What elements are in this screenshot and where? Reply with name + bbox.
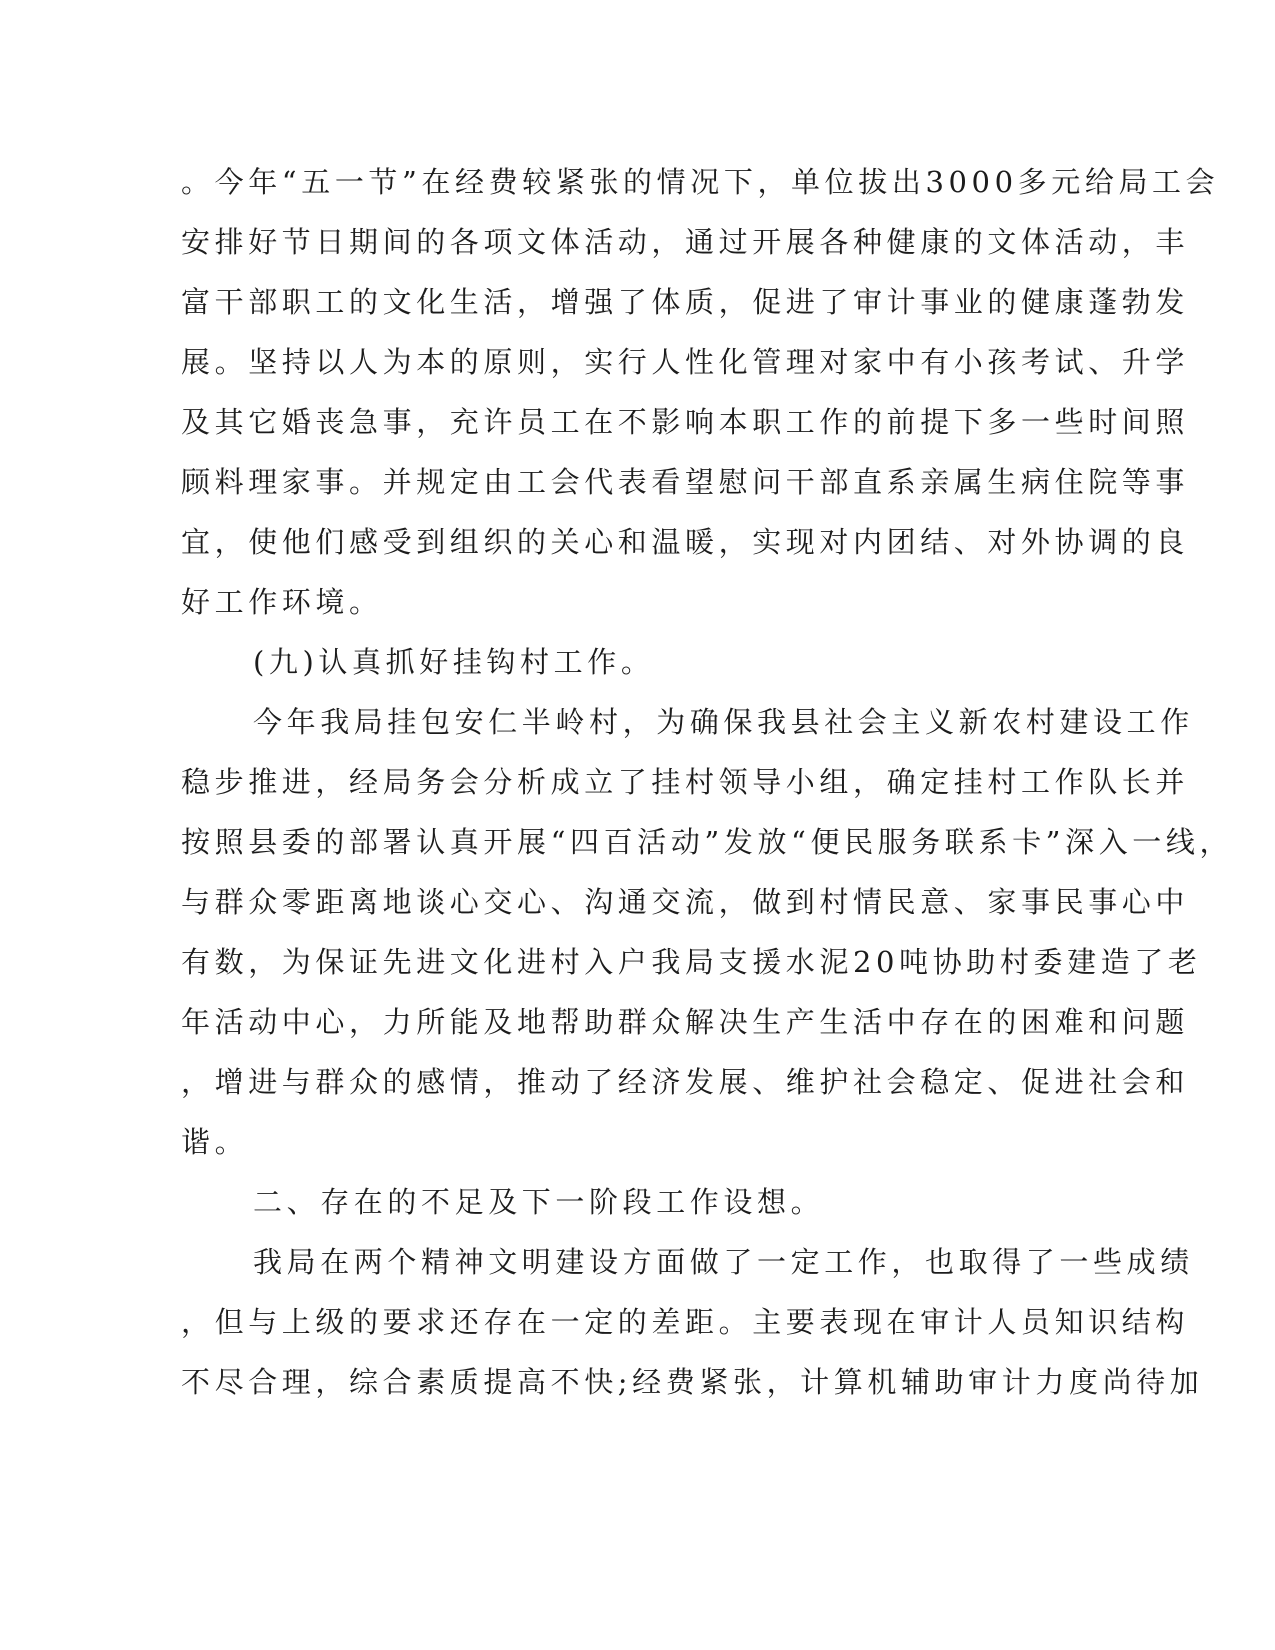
text-line: 我局在两个精神文明建设方面做了一定工作，也取得了一些成绩 [253, 1245, 1194, 1279]
text-line: 谐。 [181, 1125, 249, 1159]
text-line: 年活动中心，力所能及地帮助群众解决生产生活中存在的困难和问题 [181, 1005, 1190, 1039]
paragraph-shortcomings [181, 1232, 1204, 1412]
text-line: 与群众零距离地谈心交心、沟通交流，做到村情民意、家事民事心中 [181, 885, 1190, 919]
text-line: 有数，为保证先进文化进村入户我局支援水泥20吨协助村委建造了老 [181, 945, 1202, 979]
document-body [181, 152, 1234, 1412]
text-line: 展。坚持以人为本的原则，实行人性化管理对家中有小孩考试、升学 [181, 345, 1190, 379]
text-line: 。今年“五一节”在经费较紧张的情况下，单位拔出3000多元给局工会 [181, 165, 1220, 199]
text-line: 富干部职工的文化生活，增强了体质，促进了审计事业的健康蓬勃发 [181, 285, 1190, 319]
text-line: ，增进与群众的感情，推动了经济发展、维护社会稳定、促进社会和 [181, 1065, 1190, 1099]
text-line: 稳步推进，经局务会分析成立了挂村领导小组，确定挂村工作队长并 [181, 765, 1190, 799]
section-heading-9 [181, 632, 1031, 692]
text-line: 安排好节日期间的各项文体活动，通过开展各种健康的文体活动，丰 [181, 225, 1190, 259]
heading-text: (九)认真抓好挂钩村工作。 [253, 645, 655, 679]
text-line: 好工作环境。 [181, 585, 383, 619]
text-line: 及其它婚丧急事，充许员工在不影响本职工作的前提下多一些时间照 [181, 405, 1190, 439]
text-line: ，但与上级的要求还存在一定的差距。主要表现在审计人员知识结构 [181, 1305, 1190, 1339]
text-line: 不尽合理，综合素质提高不快;经费紧张，计算机辅助审计力度尚待加 [181, 1365, 1204, 1399]
text-line: 今年我局挂包安仁半岭村，为确保我县社会主义新农村建设工作 [253, 705, 1194, 739]
paragraph-village-work [181, 692, 1234, 1172]
paragraph-welfare [181, 152, 1220, 632]
text-line: 顾料理家事。并规定由工会代表看望慰问干部直系亲属生病住院等事 [181, 465, 1190, 499]
section-heading-2 [181, 1172, 1031, 1232]
text-line: 按照县委的部署认真开展“四百活动”发放“便民服务联系卡”深入一线， [181, 825, 1234, 859]
heading-text: 二、存在的不足及下一阶段工作设想。 [253, 1185, 825, 1219]
text-line: 宜，使他们感受到组织的关心和温暖，实现对内团结、对外协调的良 [181, 525, 1190, 559]
